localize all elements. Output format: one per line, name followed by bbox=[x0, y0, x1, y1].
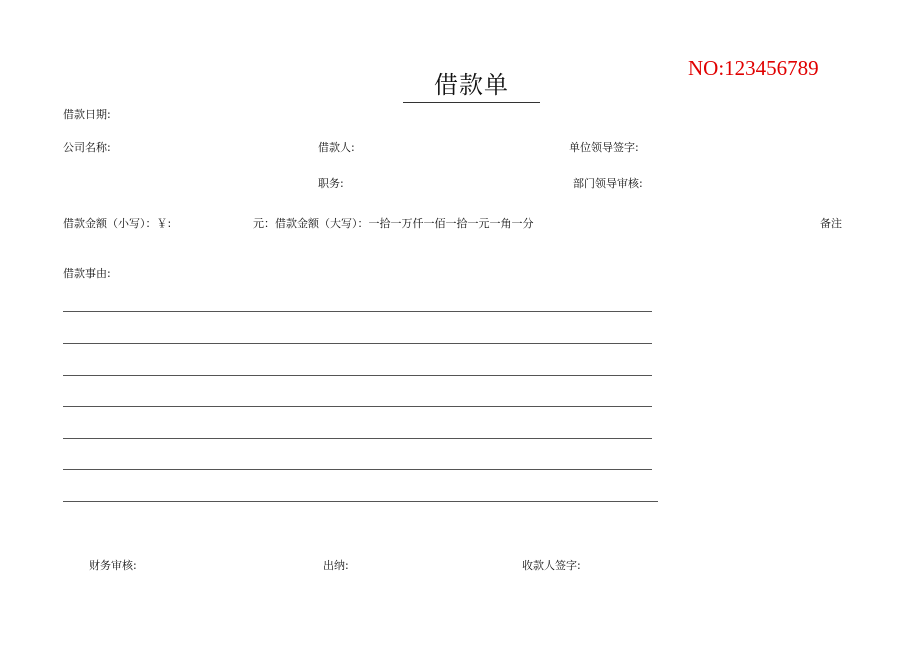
reason-line bbox=[63, 501, 658, 502]
reason-line bbox=[63, 469, 652, 470]
reason-line bbox=[63, 438, 652, 439]
amount-uppercase-label: 元：借款金额（大写）：一拾一万仟一佰一拾一元一角一分 bbox=[253, 217, 534, 230]
reason-line bbox=[63, 311, 652, 312]
reason-line bbox=[63, 406, 652, 407]
document-title: 借款单 bbox=[434, 71, 509, 99]
company-name-label: 公司名称: bbox=[63, 141, 111, 154]
cashier-label: 出纳: bbox=[323, 559, 349, 572]
reason-line bbox=[63, 343, 652, 344]
remarks-label: 备注 bbox=[820, 217, 842, 230]
dept-leader-review-label: 部门领导审核: bbox=[573, 177, 643, 190]
unit-leader-sign-label: 单位领导签字: bbox=[569, 141, 639, 154]
borrow-date-label: 借款日期: bbox=[63, 108, 111, 121]
amount-lowercase-label: 借款金额（小写）：￥: bbox=[63, 217, 172, 230]
finance-review-label: 财务审核: bbox=[89, 559, 137, 572]
payee-sign-label: 收款人签字: bbox=[522, 559, 581, 572]
reason-line bbox=[63, 375, 652, 376]
serial-number: NO:123456789 bbox=[688, 56, 819, 80]
position-label: 职务: bbox=[318, 177, 344, 190]
borrower-label: 借款人: bbox=[318, 141, 355, 154]
title-underline bbox=[403, 102, 540, 103]
borrow-reason-label: 借款事由: bbox=[63, 267, 111, 280]
